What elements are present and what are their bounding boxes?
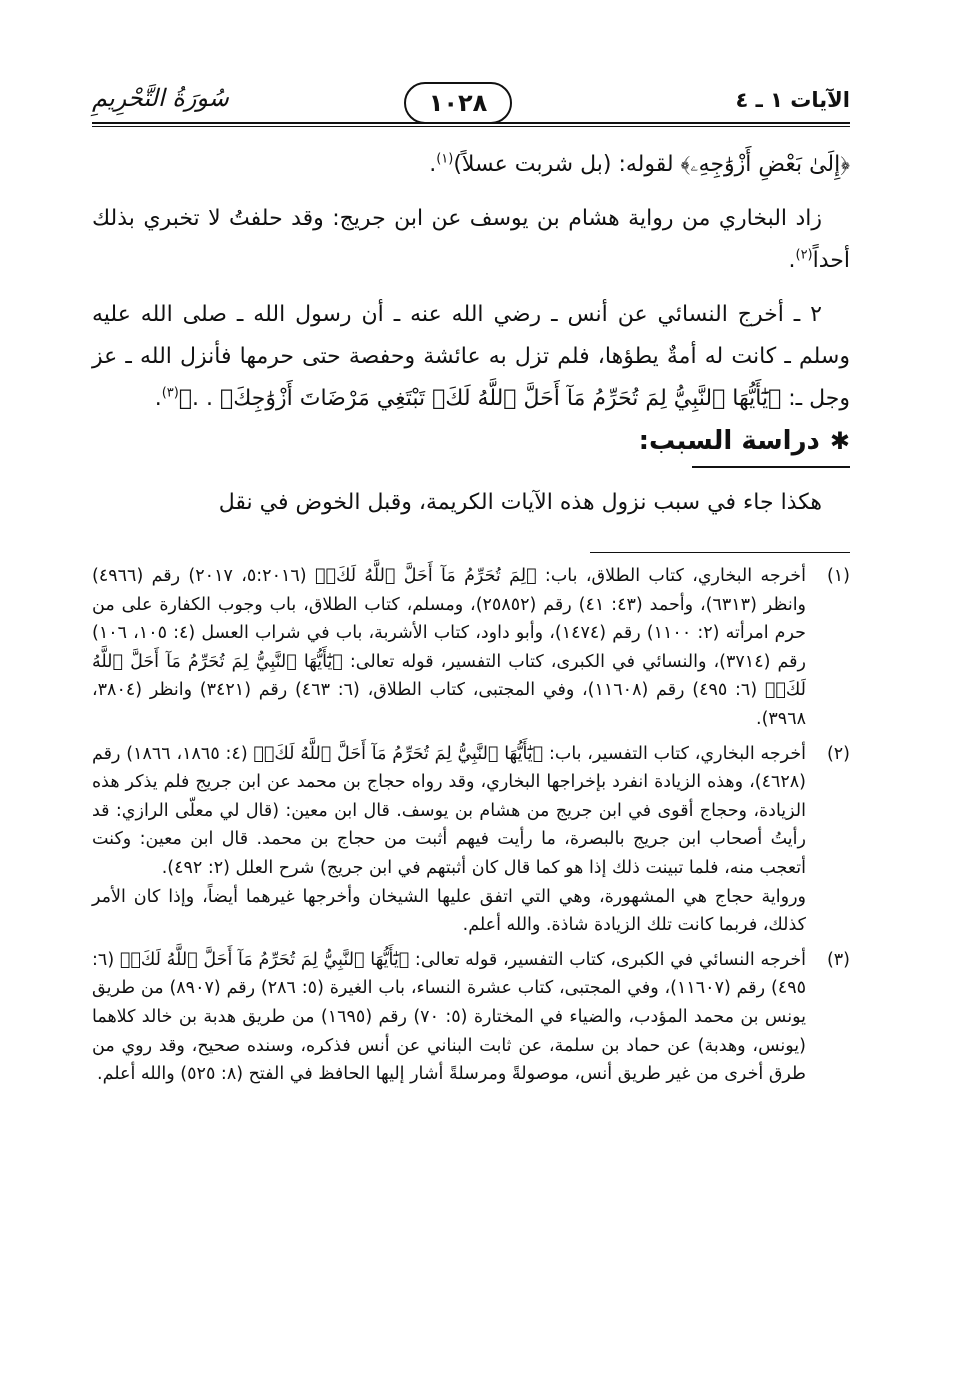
paragraph-1-end: . (429, 152, 437, 177)
paragraph-2-text: زاد البخاري من رواية هشام بن يوسف عن ابن جريج: وقد حلفتُ لا تخبري بذلك أحداً (92, 206, 850, 273)
footnote-ref-3: (٣) (161, 385, 179, 401)
footnotes (92, 562, 850, 1095)
paragraph-3-text: ٢ ـ أخرج النسائي عن أنس ـ رضي الله عنه ـ أن رسول الله ـ صلى الله عليه وسلم ـ كانت له أمةٌ يطؤها، فلم تزل به عائشة وحفصة حتى حرمها فأنزل الله ـ عز وجل ـ: ﴿يَٰٓأَيُّهَا ٱلنَّبِيُّ لِمَ تُحَرِّمُ مَآ أَحَلَّ ٱللَّهُ لَكَۖ تَبْتَغِي مَرْضَاتَ أَزْوَٰجِكَۚ . .﴾ (92, 302, 850, 411)
page-header (92, 78, 850, 136)
surah-title: سُورَةُ التَّحْرِيمِ (92, 84, 229, 112)
page-number (404, 82, 512, 124)
footnote-text: أخرجه البخاري، كتاب التفسير، باب: ﴿يَٰٓأَيُّهَا ٱلنَّبِيُّ لِمَ تُحَرِّمُ مَآ أَحَلَّ ٱللَّهُ لَكَۖ﴾ (٤: ١٨٦٥، ١٨٦٦) رقم (٤٦٢٨)، وهذه الزيادة انفرد بإخراجها البخاري، وقد رواه حجاج بن محمد عن ابن جريج فلم يذكر هذه الزيادة، وحجاج أقوى في ابن جريج من هشام بن يوسف. قال ابن معين: (قال لي معلّى الرازي: قد رأيتُ أصحاب ابن جريج بالبصرة، ما رأيت فيهم أثبت من حجاج بن محمد. قال ابن معين: وكنت أتعجب منه، فلما تبينت ذلك إذا هو كما قال كان أثبتهم في ابن جريج) شرح العلل (٢: ٤٩٢). (92, 743, 806, 878)
paragraph-1-text: ﴿إِلَىٰ بَعْضِ أَزْوَٰجِهِۦ﴾ لقوله: (بل شربت عسلاً) (453, 152, 850, 177)
footnote-2 (92, 740, 850, 940)
header-rule-thin (92, 126, 850, 127)
footnote-ref-1: (١) (436, 151, 454, 167)
footnote-ref-2: (٢) (795, 247, 813, 263)
footnote-number: (١) (826, 566, 850, 586)
section-heading (639, 426, 850, 456)
section-heading-text: دراسة السبب: (638, 426, 820, 456)
section-text: هكذا جاء في سبب نزول هذه الآيات الكريمة، وقبل الخوض في نقل (218, 490, 822, 515)
heading-underline (692, 466, 850, 468)
asterisk-icon: ✱ (829, 427, 850, 455)
footnote-divider (590, 552, 850, 553)
main-text (92, 144, 850, 432)
paragraph-3 (92, 294, 850, 420)
footnote-number: (٢) (826, 743, 850, 764)
paragraph-2-end: . (788, 248, 796, 273)
paragraph-2 (92, 198, 850, 282)
footnote-3 (92, 946, 850, 1089)
verses-label: الآيات ١ ـ ٤ (735, 88, 850, 112)
paragraph-1 (92, 144, 850, 186)
header-rule (92, 122, 850, 124)
footnote-text: أخرجه النسائي في الكبرى، كتاب التفسير، قوله تعالى: ﴿يَٰٓأَيُّهَا ٱلنَّبِيُّ لِمَ تُحَرِّمُ مَآ أَحَلَّ ٱللَّهُ لَكَۖ﴾ (٦: ٤٩٥) رقم (١١٦٠٧)، وفي المجتبى، كتاب عشرة النساء، باب الغيرة (٥: ٢٨٦) رقم (٨٩٠٧) من طريق يونس بن محمد المؤدب، والضياء في المختارة (٥: ٧٠) رقم (١٦٩٥) من طريق هدبة بن خالد كلاهما (يونس، وهدبة) عن حماد بن سلمة، عن ثابت البناني عن أنس فذكره، وسنده صحيح، وقد روي من طرق أخرى من غير طريق أنس، موصولةً ومرسلةً أشار إليها الحافظ في الفتح (٨: ٥٢٥) والله أعلم. (92, 949, 807, 1085)
footnote-number: (٣) (826, 949, 850, 970)
footnote-text-continued: ورواية حجاج هي المشهورة، وهي التي اتفق عليها الشيخان وأخرجها غيرهما أيضاً، وإذا كان الأمر كذلك، فربما كانت تلك الزيادة شاذة. والله أعلم. (92, 886, 806, 936)
footnote-1 (92, 562, 850, 734)
paragraph-3-end: . (154, 386, 162, 411)
page-number-text: ١٠٢٨ (428, 89, 488, 117)
footnote-text-block (92, 740, 806, 940)
footnote-text: أخرجه البخاري، كتاب الطلاق، باب: ﴿لِمَ تُحَرِّمُ مَآ أَحَلَّ ٱللَّهُ لَكَۖ﴾ (٥:٢٠١٦، ٢٠١٧) رقم (٤٩٦٦) وانظر (٦٣١٣)، وأحمد (٤٣: ٤١) رقم (٢٥٨٥٢)، ومسلم، كتاب الطلاق، باب وجوب الكفارة على من حرم امرأته (٢: ١١٠٠) رقم (١٤٧٤)، وأبو داود، كتاب الأشربة، باب في شراب العسل (٤: ١٠٥، ١٠٦) رقم (٣٧١٤)، والنسائي في الكبرى، كتاب التفسير، قوله تعالى: ﴿يَٰٓأَيُّهَا ٱلنَّبِيُّ لِمَ تُحَرِّمُ مَآ أَحَلَّ ٱللَّهُ لَكَۖ﴾ (٦: ٤٩٥) رقم (١١٦٠٨)، وفي المجتبى، كتاب الطلاق، (٦: ٤٦٣) رقم (٣٤٢١) وانظر (٣٨٠٤، ٣٩٦٨). (92, 566, 807, 729)
